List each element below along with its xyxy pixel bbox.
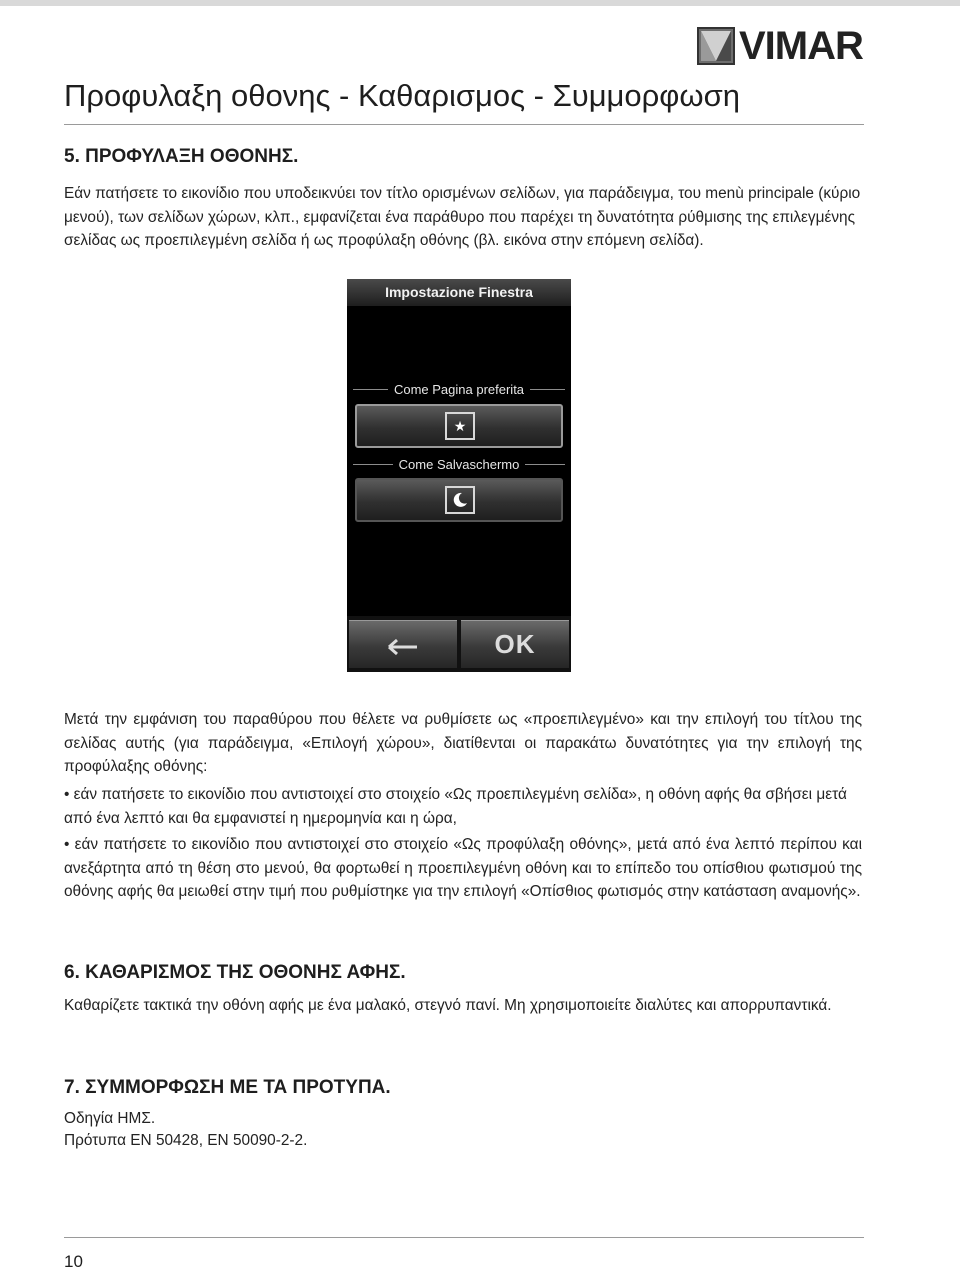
vimar-logo-mark-icon <box>697 27 735 65</box>
section-6-body: Καθαρίζετε τακτικά την οθόνη αφής με ένα μαλακό, στεγνό πανί. Μη χρησιμοποιείτε διαλύτες και απορρυπαντικά. <box>64 997 832 1014</box>
section-6-heading: 6. ΚΑΘΑΡΙΣΜΟΣ ΤΗΣ ΟΘΟΝΗΣ ΑΦΗΣ. <box>64 962 406 983</box>
device-header: Impostazione Finestra <box>347 279 571 306</box>
device-screenshot <box>347 279 571 672</box>
ok-button-label: OK <box>494 629 536 659</box>
bullet-screensaver: • εάν πατήσετε το εικονίδιο που αντιστοιχεί στο στοιχείο «Ως προφύλαξη οθόνης», μετά από ένα λεπτό περίπου και ανεξάρτητα από τη θέση στο μενού, θα φορτωθεί η προεπιλεγμένη οθόνη και το επίπεδο του οπίσθιου φωτισμού της οθόνης αφής θα μειωθεί στην τιμή που ρυθμίστηκε για την επιλογή «Οπίσθιος φωτισμός στην κατάσταση αναμονής». <box>64 836 862 900</box>
device-section-screensaver <box>353 456 565 472</box>
section-5-heading: 5. ΠΡΟΦΥΛΑΞΗ ΟΘΟΝΗΣ. <box>64 146 299 167</box>
device-footer <box>347 616 571 672</box>
ok-button[interactable] <box>461 620 569 668</box>
footer-divider <box>64 1237 864 1238</box>
page-title: Προφυλαξη οθονης - Καθαρισμος - Συμμορφωση <box>64 78 740 113</box>
back-arrow-icon <box>383 632 423 658</box>
preferred-page-button[interactable] <box>355 404 563 448</box>
vimar-logo <box>697 26 863 66</box>
star-icon: ★ <box>445 412 475 440</box>
section-5-intro: Εάν πατήσετε το εικονίδιο που υποδεικνύει τον τίτλο ορισμένων σελίδων, για παράδειγμα, του menù principale (κύριο μενού), των σελίδων χώρων, κλπ., εμφανίζεται ένα παράθυρο που παρέχει τη δυνατότητα ρύθμισης της επιλεγμένης σελίδας ως προεπιλεγμένη σελίδα ή ως προφύλαξη οθόνης (βλ. εικόνα στην επόμενη σελίδα). <box>64 185 861 249</box>
back-button[interactable] <box>349 620 457 668</box>
bullet-preferred-page: • εάν πατήσετε το εικονίδιο που αντιστοιχεί στο στοιχείο «Ως προεπιλεγμένη σελίδα», η οθόνη αφής θα σβήσει μετά από ένα λεπτό και θα εμφανιστεί η ημερομηνία και η ώρα, <box>64 786 847 827</box>
section-5-after-text: Μετά την εμφάνιση του παραθύρου που θέλετε να ρυθμίσετε ως «προεπιλεγμένο» και την επιλογή του τίτλου της σελίδας αυτής (για παράδειγμα, «Επιλογή χώρου», διατίθενται οι παρακάτω δυνατότητες για την επιλογή της προφύλαξης οθόνης: <box>64 711 862 775</box>
page-number: 10 <box>64 1252 83 1271</box>
device-section-preferred <box>353 381 565 397</box>
screensaver-button[interactable] <box>355 478 563 522</box>
top-bar <box>0 0 960 6</box>
moon-icon <box>445 486 475 514</box>
vimar-logo-text: VIMAR <box>739 24 863 68</box>
section-7-line-1: Οδηγία ΗΜΣ. <box>64 1110 156 1127</box>
title-divider <box>64 124 864 125</box>
device-section-screensaver-label: Come Salvaschermo <box>398 456 520 472</box>
section-7-line-2: Πρότυπα EN 50428, EN 50090-2-2. <box>64 1132 308 1149</box>
section-7-heading: 7. ΣΥΜΜΟΡΦΩΣΗ ΜΕ ΤΑ ΠΡΟΤΥΠΑ. <box>64 1077 391 1098</box>
device-section-preferred-label: Come Pagina preferita <box>393 381 525 397</box>
